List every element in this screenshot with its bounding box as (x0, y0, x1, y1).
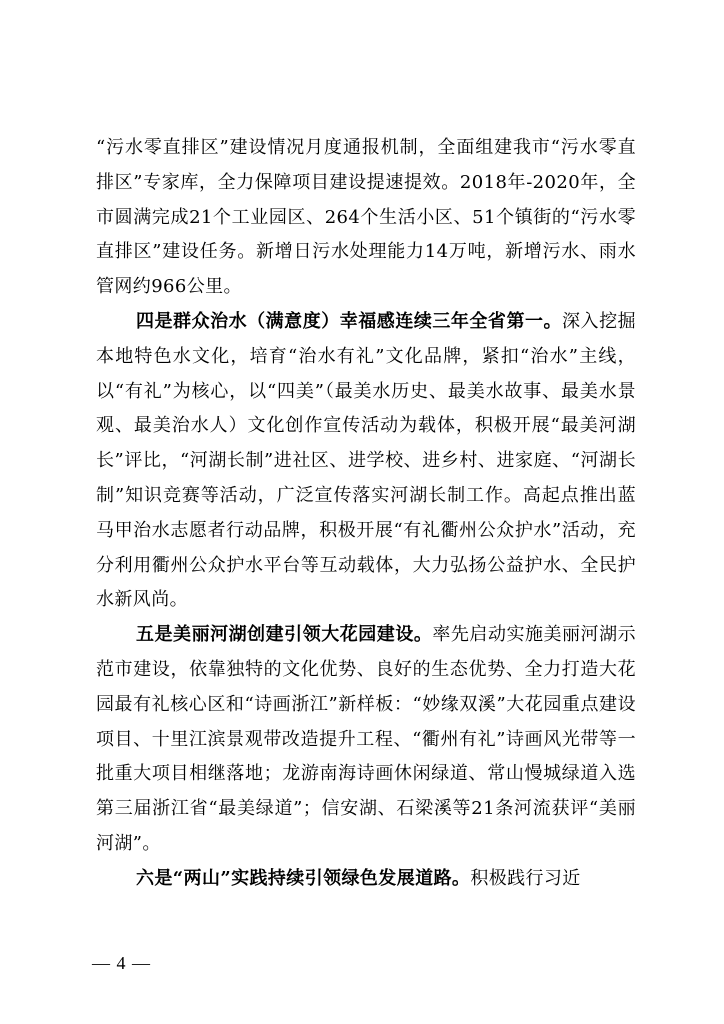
paragraph-2 (96, 305, 636, 618)
paragraph-3-text: 率先启动实施美丽河湖示范市建设，依靠独特的文化优势、良好的生态优势、全力打造大花园最有礼核心区和“诗画浙江”新样板：“妙缘双溪”大花园重点建设项目、十里江滨景观带改造提升工程、“衢州有礼”诗画风光带等一批重大项目相继落地；龙游南海诗画休闲绿道、常山慢城绿道入选第三届浙江省“最美绿道”；信安湖、石梁溪等21条河流获评“美丽河湖”。 (96, 624, 636, 854)
paragraph-2-heading: 四是群众治水（满意度）幸福感连续三年全省第一。 (136, 310, 563, 332)
paragraph-2-text: 深入挖掘本地特色水文化，培育“治水有礼”文化品牌，紧扣“治水”主线，以“有礼”为核心，以“四美”（最美水历史、最美水故事、最美水景观、最美治水人）文化创作宣传活动为载体，积极开展“最美河湖长”评比，“河湖长制”进社区、进学校、进乡村、进家庭、“河湖长制”知识竞赛等活动，广泛宣传落实河湖长制工作。高起点推出蓝马甲治水志愿者行动品牌，积极开展“有礼衢州公众护水”活动，充分利用衢州公众护水平台等互动载体，大力弘扬公益护水、全民护水新风尚。 (96, 310, 636, 611)
body-text (96, 131, 636, 897)
page-number: — 4 — (92, 953, 151, 973)
paragraph-3-heading: 五是美丽河湖创建引领大花园建设。 (136, 624, 433, 646)
paragraph-4 (96, 862, 636, 897)
paragraph-3 (96, 618, 636, 862)
paragraph-1 (96, 131, 636, 305)
paragraph-4-text: 积极践行习近 (470, 867, 581, 889)
paragraph-1-text: “污水零直排区”建设情况月度通报机制，全面组建我市“污水零直排区”专家库，全力保障项目建设提速提效。2018年-2020年，全市圆满完成21个工业园区、264个生活小区、51个镇街的“污水零直排区”建设任务。新增日污水处理能力14万吨，新增污水、雨水管网约966公里。 (96, 137, 636, 298)
paragraph-4-heading: 六是“两山”实践持续引领绿色发展道路。 (136, 867, 471, 889)
